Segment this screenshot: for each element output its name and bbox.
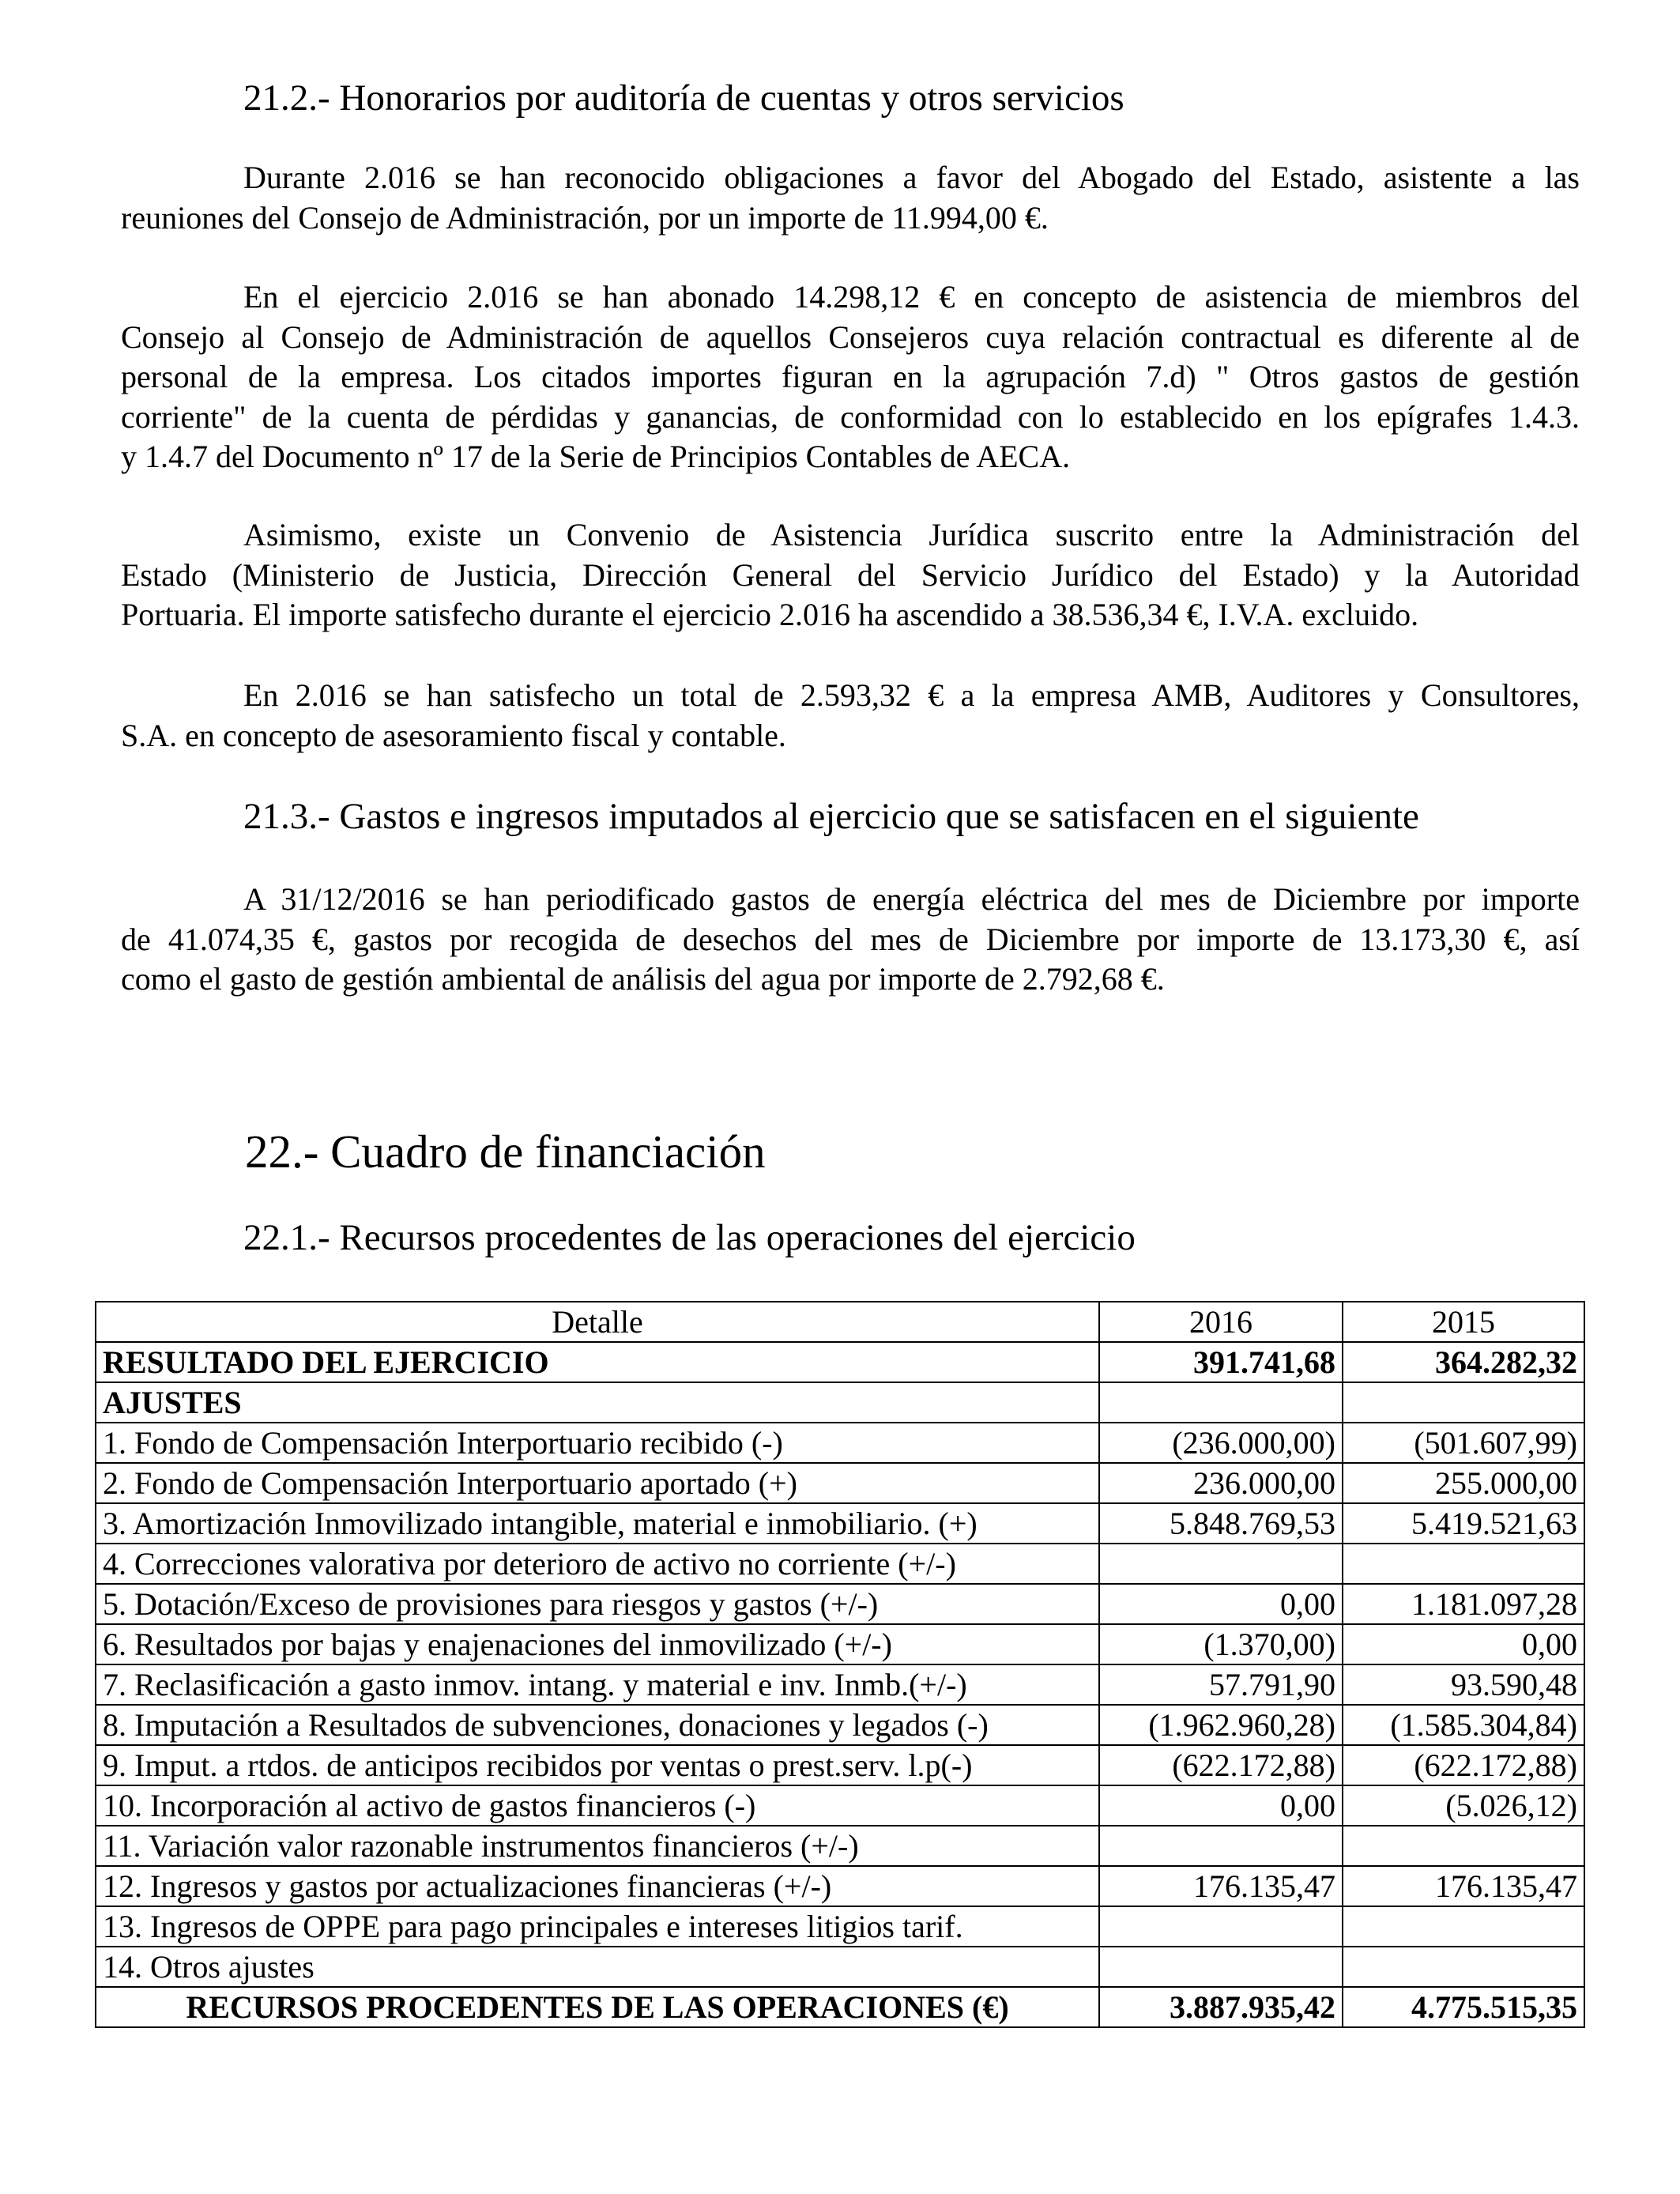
paragraph-convenio-juridica <box>121 515 1580 635</box>
row-value-2015: 4.775.515,35 <box>1343 1987 1584 2027</box>
row-value-2016: (622.172,88) <box>1099 1745 1343 1785</box>
row-label: 2. Fondo de Compensación Interportuario aportado (+) <box>96 1463 1099 1503</box>
row-label: 9. Imput. a rtdos. de anticipos recibidos por ventas o prest.serv. l.p(-) <box>96 1745 1099 1785</box>
row-label: 11. Variación valor razonable instrumentos financieros (+/-) <box>96 1826 1099 1866</box>
paragraph-line: Consejo al Consejo de Administración de aquellos Consejeros cuya relación contractual es diferente al de <box>121 319 1580 355</box>
row-value-2016 <box>1099 1947 1343 1987</box>
table-row <box>96 1503 1584 1544</box>
row-value-2015: 364.282,32 <box>1343 1342 1584 1382</box>
row-value-2016: 3.887.935,42 <box>1099 1987 1343 2027</box>
row-value-2016: 5.848.769,53 <box>1099 1503 1343 1544</box>
header-2015: 2015 <box>1343 1302 1584 1342</box>
table-row <box>96 1826 1584 1866</box>
table-row <box>96 1987 1584 2027</box>
paragraph-line: A 31/12/2016 se han periodificado gastos de energía eléctrica del mes de Diciembre por importe <box>243 881 1580 917</box>
paragraph-amb-auditores <box>121 676 1580 756</box>
row-label: 4. Correcciones valorativa por deterioro de activo no corriente (+/-) <box>96 1544 1099 1584</box>
paragraph-abogado-estado <box>121 158 1580 238</box>
row-value-2015: 176.135,47 <box>1343 1866 1584 1906</box>
row-value-2016: (1.370,00) <box>1099 1624 1343 1664</box>
section-21-3-title: 21.3.- Gastos e ingresos imputados al ejercicio que se satisfacen en el siguiente <box>243 796 1419 837</box>
row-label: RECURSOS PROCEDENTES DE LAS OPERACIONES (€) <box>96 1987 1099 2027</box>
table-row <box>96 1866 1584 1906</box>
row-value-2016 <box>1099 1906 1343 1947</box>
table-row <box>96 1906 1584 1947</box>
table-header-row <box>96 1302 1584 1342</box>
table-row <box>96 1382 1584 1423</box>
row-label: 3. Amortización Inmovilizado intangible, material e inmobiliario. (+) <box>96 1503 1099 1544</box>
row-label: 13. Ingresos de OPPE para pago principales e intereses litigios tarif. <box>96 1906 1099 1947</box>
row-value-2016: 176.135,47 <box>1099 1866 1343 1906</box>
row-label: 8. Imputación a Resultados de subvenciones, donaciones y legados (-) <box>96 1705 1099 1745</box>
table-row <box>96 1584 1584 1624</box>
section-21-2-title: 21.2.- Honorarios por auditoría de cuentas y otros servicios <box>243 77 1124 119</box>
table-row <box>96 1664 1584 1705</box>
paragraph-line: Durante 2.016 se han reconocido obligaciones a favor del Abogado del Estado, asistente a las <box>243 160 1580 195</box>
row-label: RESULTADO DEL EJERCICIO <box>96 1342 1099 1382</box>
row-value-2016 <box>1099 1826 1343 1866</box>
paragraph-periodificacion <box>121 880 1580 1000</box>
table-row <box>96 1544 1584 1584</box>
paragraph-line: S.A. en concepto de asesoramiento fiscal y contable. <box>121 717 786 753</box>
row-value-2016: 0,00 <box>1099 1785 1343 1826</box>
table-row <box>96 1624 1584 1664</box>
row-value-2015: (501.607,99) <box>1343 1423 1584 1463</box>
table-row <box>96 1463 1584 1503</box>
row-value-2015 <box>1343 1906 1584 1947</box>
row-value-2015 <box>1343 1947 1584 1987</box>
row-value-2015: 5.419.521,63 <box>1343 1503 1584 1544</box>
row-value-2016: 57.791,90 <box>1099 1664 1343 1705</box>
header-2016: 2016 <box>1099 1302 1343 1342</box>
row-label: 10. Incorporación al activo de gastos financieros (-) <box>96 1785 1099 1826</box>
table-row <box>96 1947 1584 1987</box>
row-label: 5. Dotación/Exceso de provisiones para riesgos y gastos (+/-) <box>96 1584 1099 1624</box>
table-row <box>96 1342 1584 1382</box>
row-value-2016: (1.962.960,28) <box>1099 1705 1343 1745</box>
row-label: 12. Ingresos y gastos por actualizaciones financieras (+/-) <box>96 1866 1099 1906</box>
row-value-2015: (1.585.304,84) <box>1343 1705 1584 1745</box>
row-label: 6. Resultados por bajas y enajenaciones del inmovilizado (+/-) <box>96 1624 1099 1664</box>
row-value-2015: 0,00 <box>1343 1624 1584 1664</box>
table-row <box>96 1785 1584 1826</box>
row-value-2015: 93.590,48 <box>1343 1664 1584 1705</box>
financing-table <box>95 1301 1585 2028</box>
row-value-2016: 0,00 <box>1099 1584 1343 1624</box>
row-value-2016: (236.000,00) <box>1099 1423 1343 1463</box>
row-value-2015: (5.026,12) <box>1343 1785 1584 1826</box>
row-label: AJUSTES <box>96 1382 1099 1423</box>
paragraph-line: como el gasto de gestión ambiental de análisis del agua por importe de 2.792,68 €. <box>121 961 1165 997</box>
paragraph-line: Estado (Ministerio de Justicia, Dirección General del Servicio Jurídico del Estado) y la Autoridad <box>121 556 1580 593</box>
row-value-2015 <box>1343 1382 1584 1423</box>
paragraph-line: En el ejercicio 2.016 se han abonado 14.298,12 € en concepto de asistencia de miembros del <box>243 279 1580 315</box>
paragraph-line: En 2.016 se han satisfecho un total de 2.593,32 € a la empresa AMB, Auditores y Consultores, <box>243 677 1580 713</box>
paragraph-asistencia-consejo <box>121 277 1580 477</box>
paragraph-line: Portuaria. El importe satisfecho durante el ejercicio 2.016 ha ascendido a 38.536,34 €, I.V.A. excluido. <box>121 597 1419 632</box>
paragraph-line: reuniones del Consejo de Administración, por un importe de 11.994,00 €. <box>121 199 1049 236</box>
table-row <box>96 1745 1584 1785</box>
table-row <box>96 1705 1584 1745</box>
row-label: 14. Otros ajustes <box>96 1947 1099 1987</box>
row-label: 7. Reclasificación a gasto inmov. intang. y material e inv. Inmb.(+/-) <box>96 1664 1099 1705</box>
row-value-2015 <box>1343 1826 1584 1866</box>
row-value-2015 <box>1343 1544 1584 1584</box>
row-value-2016: 236.000,00 <box>1099 1463 1343 1503</box>
header-detalle: Detalle <box>96 1302 1099 1342</box>
table-row <box>96 1423 1584 1463</box>
row-value-2016 <box>1099 1382 1343 1423</box>
row-label: 1. Fondo de Compensación Interportuario recibido (-) <box>96 1423 1099 1463</box>
section-22-1-title: 22.1.- Recursos procedentes de las operaciones del ejercicio <box>243 1217 1136 1258</box>
row-value-2015: 255.000,00 <box>1343 1463 1584 1503</box>
row-value-2015: (622.172,88) <box>1343 1745 1584 1785</box>
paragraph-line: de 41.074,35 €, gastos por recogida de desechos del mes de Diciembre por importe de 13.173,30 €, así <box>121 921 1580 957</box>
row-value-2016 <box>1099 1544 1343 1584</box>
paragraph-line: y 1.4.7 del Documento nº 17 de la Serie de Principios Contables de AECA. <box>121 439 1071 474</box>
paragraph-line: Asimismo, existe un Convenio de Asistencia Jurídica suscrito entre la Administración del <box>243 517 1580 552</box>
row-value-2016: 391.741,68 <box>1099 1342 1343 1382</box>
paragraph-line: personal de la empresa. Los citados importes figuran en la agrupación 7.d) " Otros gastos de gestión <box>121 359 1580 394</box>
paragraph-line: corriente" de la cuenta de pérdidas y ganancias, de conformidad con lo establecido en los epígrafes 1.4.3. <box>121 398 1580 435</box>
section-22-title: 22.- Cuadro de financiación <box>245 1125 766 1178</box>
row-value-2015: 1.181.097,28 <box>1343 1584 1584 1624</box>
